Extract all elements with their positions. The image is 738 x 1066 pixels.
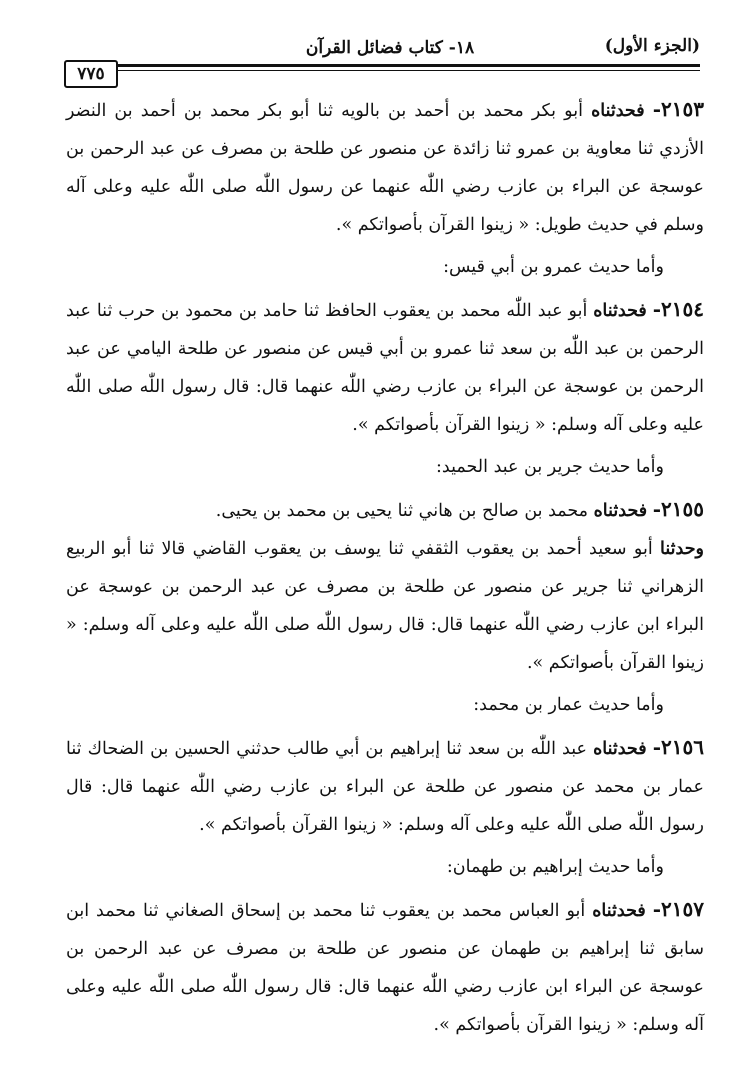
hadith-text: أبو عبد اللّٰه محمد بن يعقوب الحافظ ثنا حامد بن محمود بن حرب ثنا عبد الرحمن بن عبد اللّٰه بن سعد ثنا عمرو بن أبي قيس عن منصور عن طلحة اليامي عن عبد الرحمن بن عوسجة عن البراء بن عازب رضي اللّٰه عنهما قال: قال رسول اللّٰه صلى اللّٰه عليه وعلى آله وسلم: « زينوا القرآن بأصواتكم ». [66,301,704,435]
hadith-number: ٢١٥٧- [652,897,704,921]
volume-label: (الجزء الأول) [604,36,700,56]
hadith-text: أبو بكر محمد بن أحمد بن بالويه ثنا أبو بكر محمد بن أحمد بن النضر الأزدي ثنا معاوية بن عمرو ثنا زائدة عن منصور عن طلحة بن مصرف عن عبد الرحمن بن عوسجة عن البراء بن عازب رضي اللّٰه عنهما عن رسول اللّٰه صلى اللّٰه عليه وعلى آله وسلم في حديث طويل: « زينوا القرآن بأصواتكم ». [66,101,704,235]
section-heading: وأما حديث عمرو بن أبي قيس: [443,257,664,277]
header-rule-thin [112,70,700,71]
hadith-lead: فحدثناه [593,301,647,321]
hadith-text: محمد بن صالح بن هاني ثنا يحيى بن محمد بن يحيى. [215,501,589,521]
hadith-2156 [66,728,704,844]
hadith-lead: فحدثناه [592,901,646,921]
section-heading: وأما حديث جرير بن عبد الحميد: [436,457,664,477]
section-heading: وأما حديث إبراهيم بن طهمان: [446,857,664,877]
chapter-title: ١٨- كتاب فضائل القرآن [305,38,475,58]
hadith-text: عبد اللّٰه بن سعد ثنا إبراهيم بن أبي طالب حدثني الحسين بن الضحاك ثنا عمار بن محمد عن منصور عن طلحة عن البراء بن عازب رضي اللّٰه عنهما قال: قال رسول اللّٰه صلى اللّٰه عليه وعلى آله وسلم: « زينوا القرآن بأصواتكم ». [66,739,704,835]
hadith-text: أبو العباس محمد بن يعقوب ثنا محمد بن إسحاق الصغاني ثنا محمد ابن سابق ثنا إبراهيم بن طهمان عن منصور عن طلحة بن مصرف عن عبد الرحمن بن عوسجة عن البراء ابن عازب رضي اللّٰه عنهما قال: قال رسول اللّٰه صلى اللّٰه عليه وعلى آله وسلم: « زينوا القرآن بأصواتكم ». [66,901,704,1035]
hadith-lead: فحدثناه [591,101,645,121]
hadith-number: ٢١٥٣- [652,97,704,121]
hadith-2155-continued [66,530,704,682]
hadith-text: أبو سعيد أحمد بن يعقوب الثقفي ثنا يوسف بن يعقوب القاضي قالا ثنا أبو الربيع الزهراني ثنا جرير عن منصور عن طلحة بن مصرف عن عبد الرحمن بن عوسجة عن البراء ابن عازب رضي اللّٰه عنهما قال: قال رسول اللّٰه صلى اللّٰه عليه وعلى آله وسلم: « زينوا القرآن بأصواتكم ». [66,539,704,673]
hadith-number: ٢١٥٥- [652,497,704,521]
section-heading: وأما حديث عمار بن محمد: [473,695,664,715]
hadith-lead: فحدثناه [593,501,648,521]
hadith-2154 [66,290,704,444]
hadith-2153 [66,90,704,244]
hadith-number: ٢١٥٤- [652,297,704,321]
header-rule-thick [112,64,700,67]
hadith-2157 [66,890,704,1044]
hadith-lead: وحدثنا [660,539,704,559]
page-body [66,90,704,1044]
hadith-lead: فحدثناه [593,739,647,759]
page-number: ٧٧٥ [64,60,118,88]
hadith-2155 [66,490,704,530]
hadith-number: ٢١٥٦- [652,735,704,759]
